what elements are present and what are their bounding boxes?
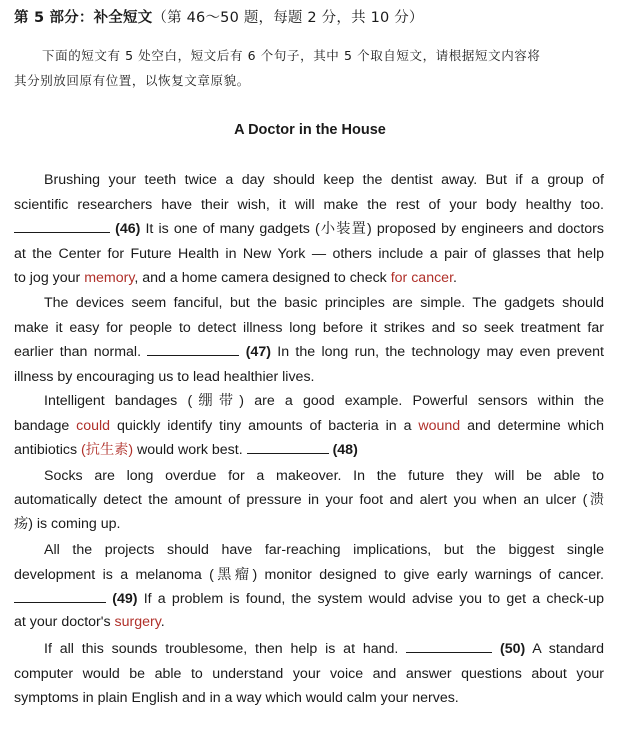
p5-line-4 bbox=[14, 613, 604, 631]
p3-line-2 bbox=[14, 417, 604, 435]
p1-line-5-mark-2: for cancer bbox=[390, 270, 454, 286]
p5-line-4-a: at your doctor's bbox=[14, 614, 115, 630]
section-label: 第 5 部分： bbox=[14, 10, 94, 26]
p2-line-4: illness by encouraging us to lead healthier lives. bbox=[14, 369, 315, 385]
p1-line-5-b: , and a home camera designed to check bbox=[134, 270, 391, 286]
p1-line-5-mark-1: memory bbox=[84, 270, 135, 286]
instruction-line-2: 其分别放回原有位置，以恢复文章原貌。 bbox=[14, 73, 250, 88]
p6-line-1 bbox=[44, 640, 604, 658]
p5-line-3-text: If a problem is found, the system would advise you to get a check-up bbox=[137, 591, 604, 607]
p1-line-1: Brushing your teeth twice a day should keep the dentist away. But if a group of bbox=[44, 172, 604, 188]
p3-line-2-mark-1: could bbox=[76, 418, 111, 434]
p1-line-2: scientific researchers have their wish, it will make the rest of your body healthy too. bbox=[14, 197, 604, 213]
blank-number-49: (49) bbox=[112, 591, 138, 607]
section-name: 补全短文 bbox=[93, 10, 153, 26]
section-detail: （第 46～50 题，每题 2 分，共 10 分） bbox=[152, 10, 424, 26]
p2-line-3-after: In the long run, the technology may even prevent bbox=[270, 344, 605, 360]
p6-line-1-after: A standard bbox=[525, 641, 604, 657]
p5-line-3 bbox=[14, 590, 604, 608]
p5-line-4-mark: surgery bbox=[114, 614, 161, 630]
answer-blank-49[interactable] bbox=[14, 590, 106, 603]
answer-blank-50[interactable] bbox=[406, 640, 492, 653]
answer-blank-46[interactable] bbox=[14, 220, 110, 233]
p3-line-2-mark-2: wound bbox=[418, 418, 461, 434]
p3-line-2-a: bandage bbox=[14, 418, 77, 434]
p2-line-3 bbox=[14, 343, 604, 361]
p6-line-2: computer would be able to understand your voice and answer questions about your bbox=[14, 666, 604, 682]
answer-blank-48[interactable] bbox=[247, 441, 329, 454]
p1-line-5-c: . bbox=[453, 270, 457, 286]
p2-line-1: The devices seem fanciful, but the basic principles are simple. The gadgets should bbox=[44, 295, 604, 311]
p4-line-1: Socks are long overdue for a makeover. In the future they will be able to bbox=[44, 468, 604, 484]
p1-line-4: at the Center for Future Health in New York — others include a pair of glasses that help bbox=[14, 246, 604, 262]
p2-line-3-before: earlier than normal. bbox=[14, 344, 148, 360]
p3-line-3 bbox=[14, 441, 604, 459]
p3-line-3-a: antibiotics bbox=[14, 442, 82, 458]
p1-line-5 bbox=[14, 269, 604, 287]
blank-number-46: (46) bbox=[115, 221, 141, 237]
answer-blank-47[interactable] bbox=[147, 343, 239, 356]
p3-line-2-b: quickly identify tiny amounts of bacteria in a bbox=[110, 418, 419, 434]
p4-line-3: 疡) is coming up. bbox=[14, 516, 121, 532]
blank-number-50: (50) bbox=[500, 641, 526, 657]
p3-line-1: Intelligent bandages (绷带) are a good example. Powerful sensors within the bbox=[44, 393, 604, 409]
p3-line-3-b: would work best. bbox=[133, 442, 247, 458]
p3-line-2-c: and determine which bbox=[460, 418, 604, 434]
p2-line-2: make it easy for people to detect illness long before it strikes and so seek treatment far bbox=[14, 320, 604, 336]
section-heading bbox=[14, 6, 424, 27]
article-title: A Doctor in the House bbox=[234, 122, 386, 138]
p6-line-1-before: If all this sounds troublesome, then help is at hand. bbox=[44, 641, 407, 657]
blank-number-47: (47) bbox=[245, 344, 271, 360]
p3-line-3-mark: (抗生素) bbox=[81, 442, 134, 458]
p4-line-2: automatically detect the amount of pressure in your foot and alert you when an ulcer (溃 bbox=[14, 492, 604, 508]
p1-line-3 bbox=[14, 220, 604, 238]
p1-line-3-text: It is one of many gadgets (小装置) proposed by engineers and doctors bbox=[140, 221, 604, 237]
instruction-line-1: 下面的短文有 5 处空白，短文后有 6 个句子，其中 5 个取自短文，请根据短文内容将 bbox=[42, 48, 541, 63]
p5-line-4-b: . bbox=[160, 614, 165, 630]
p1-line-5-a: to jog your bbox=[14, 270, 85, 286]
p5-line-1: All the projects should have far-reaching implications, but the biggest single bbox=[44, 542, 604, 558]
p5-line-2: development is a melanoma (黑瘤) monitor designed to give early warnings of cancer. bbox=[14, 567, 604, 583]
blank-number-48: (48) bbox=[332, 442, 358, 458]
p6-line-3: symptoms in plain English and in a way which would calm your nerves. bbox=[14, 690, 459, 706]
